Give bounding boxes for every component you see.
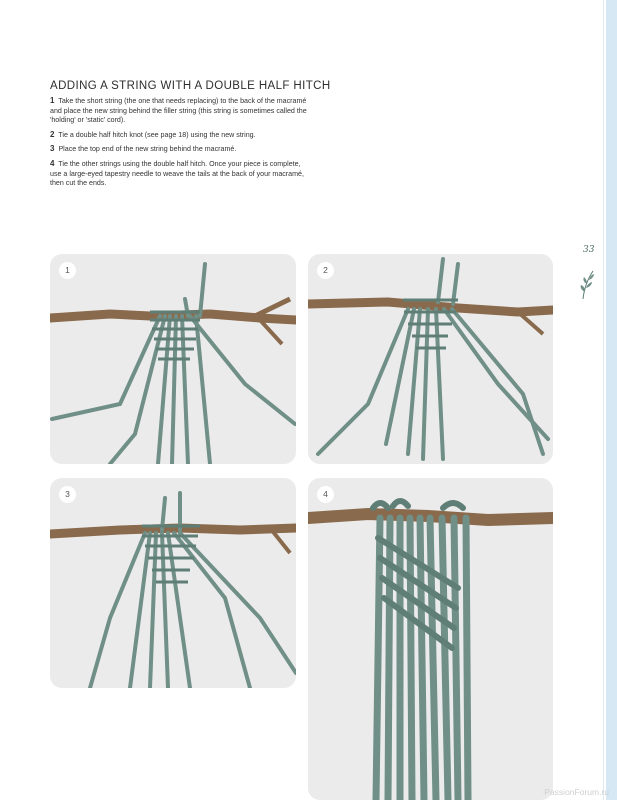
step-photo-4: [308, 478, 553, 800]
step-photo-2: [308, 254, 553, 464]
steps-list: [50, 96, 310, 193]
step-number: 3: [50, 144, 55, 154]
step-number: 2: [50, 129, 55, 139]
macrame-photo-1: [50, 254, 296, 464]
step-number: 1: [50, 96, 55, 105]
step-photo-1: [50, 254, 296, 464]
step-item: [50, 144, 310, 155]
step-text: Place the top end of the new string behind the macramé.: [58, 145, 237, 154]
step-badge: 4: [317, 486, 334, 503]
step-text: Tie the other strings using the double half hitch. Once your piece is complete, use a large-eyed tapestry needle to weave the tails at the back of your macramé, then cut the ends.: [50, 159, 304, 188]
macrame-photo-4: [308, 478, 553, 800]
macrame-photo-3: [50, 478, 296, 688]
step-badge: 2: [317, 262, 334, 279]
step-photo-3: [50, 478, 296, 688]
step-item: [50, 130, 310, 141]
step-text: Take the short string (the one that needs replacing) to the back of the macramé and place the new string behind the filler string (this string is sometimes called the 'holding' or 'static' cord).: [50, 97, 307, 125]
step-number: 4: [50, 158, 55, 168]
page-number: 33: [583, 245, 595, 255]
page-edge-bar: [606, 0, 617, 800]
step-badge: 3: [59, 486, 76, 503]
footer-watermark: PassionForum.ru: [544, 787, 609, 797]
page-edge-line: [603, 0, 604, 800]
leaf-icon: [577, 268, 597, 300]
step-text: Tie a double half hitch knot (see page 18) using the new string.: [58, 130, 256, 139]
section-title: ADDING A STRING WITH A DOUBLE HALF HITCH: [50, 80, 331, 92]
step-item: [50, 96, 310, 126]
macrame-photo-2: [308, 254, 553, 464]
step-badge: 1: [59, 262, 76, 279]
step-item: [50, 159, 310, 189]
